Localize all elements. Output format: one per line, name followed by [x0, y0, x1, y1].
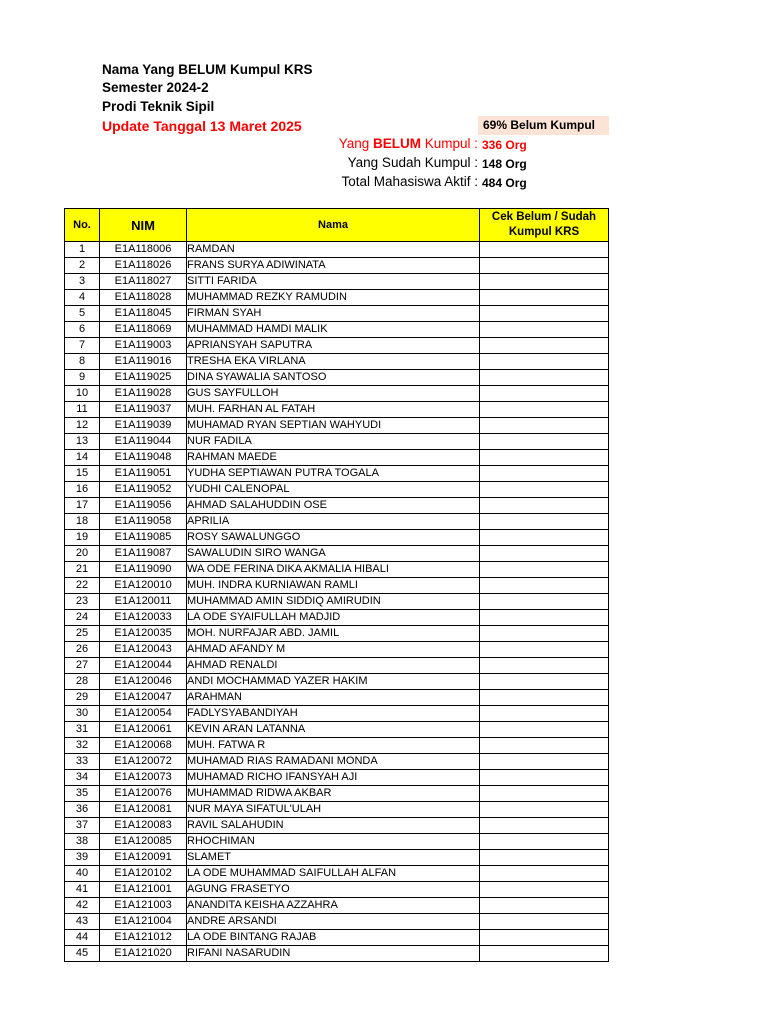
row-nama-cell: ANANDITA KEISHA AZZAHRA [187, 898, 480, 914]
table-row [65, 882, 609, 898]
row-nim-cell: E1A121012 [100, 930, 187, 946]
col-no-header: No. [65, 209, 100, 242]
row-nim-cell: E1A121003 [100, 898, 187, 914]
row-nim-cell: E1A119051 [100, 466, 187, 482]
krs-table [64, 208, 609, 962]
row-cek-cell[interactable] [480, 258, 609, 274]
row-nama-cell: MUHAMMAD RIDWA AKBAR [187, 786, 480, 802]
row-cek-cell[interactable] [480, 242, 609, 258]
row-nama-cell: MUHAMAD RIAS RAMADANI MONDA [187, 754, 480, 770]
row-nim-cell: E1A120010 [100, 578, 187, 594]
row-nim-cell: E1A120035 [100, 626, 187, 642]
col-nim-header: NIM [100, 209, 187, 242]
row-no-cell: 14 [65, 450, 100, 466]
summary-sudah-value: 148 Org [482, 157, 527, 171]
row-cek-cell[interactable] [480, 530, 609, 546]
table-row [65, 450, 609, 466]
row-nim-cell: E1A120081 [100, 802, 187, 818]
percent-belum-note: 69% Belum Kumpul [478, 116, 609, 135]
row-no-cell: 41 [65, 882, 100, 898]
row-cek-cell[interactable] [480, 706, 609, 722]
row-no-cell: 7 [65, 338, 100, 354]
row-nim-cell: E1A119048 [100, 450, 187, 466]
row-cek-cell[interactable] [480, 658, 609, 674]
row-nim-cell: E1A121001 [100, 882, 187, 898]
table-row [65, 354, 609, 370]
row-nama-cell: NUR FADILA [187, 434, 480, 450]
row-nama-cell: FADLYSYABANDIYAH [187, 706, 480, 722]
row-cek-cell[interactable] [480, 626, 609, 642]
row-nim-cell: E1A119085 [100, 530, 187, 546]
row-cek-cell[interactable] [480, 770, 609, 786]
table-row [65, 482, 609, 498]
row-nama-cell: RAVIL SALAHUDIN [187, 818, 480, 834]
row-nim-cell: E1A119025 [100, 370, 187, 386]
row-nim-cell: E1A119037 [100, 402, 187, 418]
row-nim-cell: E1A120073 [100, 770, 187, 786]
row-nama-cell: FIRMAN SYAH [187, 306, 480, 322]
row-no-cell: 35 [65, 786, 100, 802]
table-row [65, 594, 609, 610]
table-row [65, 626, 609, 642]
row-nama-cell: LA ODE MUHAMMAD SAIFULLAH ALFAN [187, 866, 480, 882]
row-cek-cell[interactable] [480, 834, 609, 850]
row-cek-cell[interactable] [480, 306, 609, 322]
row-cek-cell[interactable] [480, 466, 609, 482]
row-nim-cell: E1A120091 [100, 850, 187, 866]
row-nama-cell: YUDHI CALENOPAL [187, 482, 480, 498]
col-nama-header: Nama [187, 209, 480, 242]
row-no-cell: 3 [65, 274, 100, 290]
table-row [65, 562, 609, 578]
row-nim-cell: E1A120011 [100, 594, 187, 610]
table-row [65, 898, 609, 914]
row-nim-cell: E1A120061 [100, 722, 187, 738]
row-nim-cell: E1A119044 [100, 434, 187, 450]
row-nama-cell: RAHMAN MAEDE [187, 450, 480, 466]
row-no-cell: 44 [65, 930, 100, 946]
table-row [65, 434, 609, 450]
row-cek-cell[interactable] [480, 610, 609, 626]
row-no-cell: 11 [65, 402, 100, 418]
row-no-cell: 36 [65, 802, 100, 818]
row-no-cell: 20 [65, 546, 100, 562]
row-nama-cell: ROSY SAWALUNGGO [187, 530, 480, 546]
row-nim-cell: E1A119028 [100, 386, 187, 402]
row-cek-cell[interactable] [480, 882, 609, 898]
row-nim-cell: E1A118045 [100, 306, 187, 322]
table-row [65, 754, 609, 770]
table-row [65, 834, 609, 850]
row-cek-cell[interactable] [480, 722, 609, 738]
belum-suffix: Kumpul : [420, 136, 478, 151]
summary-belum-label [339, 135, 478, 153]
table-row [65, 338, 609, 354]
row-nama-cell: SITTI FARIDA [187, 274, 480, 290]
table-row [65, 866, 609, 882]
row-nama-cell: MUH. INDRA KURNIAWAN RAMLI [187, 578, 480, 594]
row-nim-cell: E1A120072 [100, 754, 187, 770]
row-no-cell: 17 [65, 498, 100, 514]
row-no-cell: 6 [65, 322, 100, 338]
row-nim-cell: E1A118026 [100, 258, 187, 274]
row-nama-cell: MUHAMMAD HAMDI MALIK [187, 322, 480, 338]
table-body [65, 242, 609, 962]
row-nama-cell: TRESHA EKA VIRLANA [187, 354, 480, 370]
table-row [65, 642, 609, 658]
row-cek-cell[interactable] [480, 578, 609, 594]
row-nama-cell: MOH. NURFAJAR ABD. JAMIL [187, 626, 480, 642]
col-cek-header: Cek Belum / Sudah Kumpul KRS [480, 209, 609, 242]
row-no-cell: 18 [65, 514, 100, 530]
row-nama-cell: ARAHMAN [187, 690, 480, 706]
row-nama-cell: MUH. FARHAN AL FATAH [187, 402, 480, 418]
row-nama-cell: LA ODE SYAIFULLAH MADJID [187, 610, 480, 626]
table-row [65, 706, 609, 722]
row-no-cell: 32 [65, 738, 100, 754]
row-nim-cell: E1A120076 [100, 786, 187, 802]
row-no-cell: 37 [65, 818, 100, 834]
row-cek-cell[interactable] [480, 898, 609, 914]
table-row [65, 930, 609, 946]
row-cek-cell[interactable] [480, 594, 609, 610]
row-nim-cell: E1A120068 [100, 738, 187, 754]
table-row [65, 690, 609, 706]
table-header-row [65, 209, 609, 242]
summary-sudah-label: Yang Sudah Kumpul : [347, 155, 478, 170]
row-no-cell: 8 [65, 354, 100, 370]
row-nama-cell: AHMAD SALAHUDDIN OSE [187, 498, 480, 514]
row-no-cell: 24 [65, 610, 100, 626]
row-cek-cell[interactable] [480, 354, 609, 370]
row-no-cell: 39 [65, 850, 100, 866]
row-nim-cell: E1A120083 [100, 818, 187, 834]
table-row [65, 402, 609, 418]
belum-prefix: Yang [338, 136, 373, 151]
table-row [65, 242, 609, 258]
row-no-cell: 22 [65, 578, 100, 594]
row-no-cell: 38 [65, 834, 100, 850]
row-nim-cell: E1A120102 [100, 866, 187, 882]
row-nama-cell: YUDHA SEPTIAWAN PUTRA TOGALA [187, 466, 480, 482]
row-no-cell: 25 [65, 626, 100, 642]
row-nim-cell: E1A118069 [100, 322, 187, 338]
row-cek-cell[interactable] [480, 402, 609, 418]
row-nama-cell: AGUNG FRASETYO [187, 882, 480, 898]
row-nama-cell: RHOCHIMAN [187, 834, 480, 850]
title-semester: Semester 2024-2 [102, 80, 209, 95]
row-cek-cell[interactable] [480, 914, 609, 930]
row-no-cell: 29 [65, 690, 100, 706]
summary-belum-value: 336 Org [482, 138, 527, 152]
row-nim-cell: E1A118027 [100, 274, 187, 290]
row-no-cell: 21 [65, 562, 100, 578]
row-no-cell: 43 [65, 914, 100, 930]
row-no-cell: 2 [65, 258, 100, 274]
row-nim-cell: E1A118006 [100, 242, 187, 258]
row-nama-cell: DINA SYAWALIA SANTOSO [187, 370, 480, 386]
row-nim-cell: E1A119056 [100, 498, 187, 514]
row-nama-cell: MUHAMMAD REZKY RAMUDIN [187, 290, 480, 306]
row-no-cell: 31 [65, 722, 100, 738]
row-no-cell: 28 [65, 674, 100, 690]
row-nim-cell: E1A120046 [100, 674, 187, 690]
row-no-cell: 1 [65, 242, 100, 258]
row-cek-cell[interactable] [480, 418, 609, 434]
row-cek-cell[interactable] [480, 690, 609, 706]
row-no-cell: 45 [65, 946, 100, 962]
row-nim-cell: E1A120033 [100, 610, 187, 626]
table-row [65, 546, 609, 562]
table-row [65, 274, 609, 290]
row-nim-cell: E1A120043 [100, 642, 187, 658]
row-cek-cell[interactable] [480, 786, 609, 802]
row-no-cell: 23 [65, 594, 100, 610]
row-nama-cell: GUS SAYFULLOH [187, 386, 480, 402]
row-nama-cell: MUHAMMAD AMIN SIDDIQ AMIRUDIN [187, 594, 480, 610]
row-nama-cell: APRILIA [187, 514, 480, 530]
row-no-cell: 9 [65, 370, 100, 386]
row-cek-cell[interactable] [480, 450, 609, 466]
row-nim-cell: E1A121020 [100, 946, 187, 962]
row-nim-cell: E1A119016 [100, 354, 187, 370]
row-cek-cell[interactable] [480, 386, 609, 402]
row-nama-cell: RAMDAN [187, 242, 480, 258]
row-cek-cell[interactable] [480, 642, 609, 658]
row-nim-cell: E1A119090 [100, 562, 187, 578]
row-cek-cell[interactable] [480, 850, 609, 866]
row-nim-cell: E1A120047 [100, 690, 187, 706]
row-nim-cell: E1A120085 [100, 834, 187, 850]
table-row [65, 610, 609, 626]
row-no-cell: 34 [65, 770, 100, 786]
row-nama-cell: RIFANI NASARUDIN [187, 946, 480, 962]
row-no-cell: 16 [65, 482, 100, 498]
row-no-cell: 30 [65, 706, 100, 722]
row-no-cell: 26 [65, 642, 100, 658]
row-cek-cell[interactable] [480, 434, 609, 450]
table-row [65, 258, 609, 274]
row-nama-cell: AHMAD RENALDI [187, 658, 480, 674]
row-nama-cell: MUHAMAD RYAN SEPTIAN WAHYUDI [187, 418, 480, 434]
row-nama-cell: SAWALUDIN SIRO WANGA [187, 546, 480, 562]
row-cek-cell[interactable] [480, 930, 609, 946]
row-cek-cell[interactable] [480, 738, 609, 754]
row-nim-cell: E1A119052 [100, 482, 187, 498]
table-row [65, 530, 609, 546]
row-cek-cell[interactable] [480, 498, 609, 514]
row-no-cell: 5 [65, 306, 100, 322]
row-cek-cell[interactable] [480, 338, 609, 354]
summary-total-label: Total Mahasiswa Aktif : [341, 174, 478, 189]
row-no-cell: 19 [65, 530, 100, 546]
row-nama-cell: SLAMET [187, 850, 480, 866]
table-row [65, 722, 609, 738]
table-row [65, 578, 609, 594]
row-no-cell: 13 [65, 434, 100, 450]
summary-total-value: 484 Org [482, 176, 527, 190]
row-nama-cell: MUH. FATWA R [187, 738, 480, 754]
table-row [65, 290, 609, 306]
row-nim-cell: E1A119039 [100, 418, 187, 434]
row-nama-cell: ANDRE ARSANDI [187, 914, 480, 930]
row-cek-cell[interactable] [480, 546, 609, 562]
row-cek-cell[interactable] [480, 274, 609, 290]
table-row [65, 786, 609, 802]
row-nim-cell: E1A119058 [100, 514, 187, 530]
row-nama-cell: WA ODE FERINA DIKA AKMALIA HIBALI [187, 562, 480, 578]
row-cek-cell[interactable] [480, 866, 609, 882]
row-nama-cell: LA ODE BINTANG RAJAB [187, 930, 480, 946]
table-row [65, 674, 609, 690]
table-row [65, 658, 609, 674]
row-nim-cell: E1A121004 [100, 914, 187, 930]
row-nama-cell: FRANS SURYA ADIWINATA [187, 258, 480, 274]
row-no-cell: 4 [65, 290, 100, 306]
row-cek-cell[interactable] [480, 802, 609, 818]
table-row [65, 946, 609, 962]
row-cek-cell[interactable] [480, 946, 609, 962]
row-nama-cell: AHMAD AFANDY M [187, 642, 480, 658]
row-cek-cell[interactable] [480, 290, 609, 306]
row-nama-cell: ANDI MOCHAMMAD YAZER HAKIM [187, 674, 480, 690]
row-cek-cell[interactable] [480, 482, 609, 498]
row-no-cell: 33 [65, 754, 100, 770]
table-row [65, 914, 609, 930]
row-cek-cell[interactable] [480, 754, 609, 770]
row-no-cell: 42 [65, 898, 100, 914]
row-cek-cell[interactable] [480, 674, 609, 690]
row-cek-cell[interactable] [480, 818, 609, 834]
row-cek-cell[interactable] [480, 514, 609, 530]
title-prodi: Prodi Teknik Sipil [102, 99, 215, 114]
table-row [65, 370, 609, 386]
update-date: Update Tanggal 13 Maret 2025 [102, 118, 302, 134]
row-nama-cell: APRIANSYAH SAPUTRA [187, 338, 480, 354]
row-no-cell: 15 [65, 466, 100, 482]
table-row [65, 850, 609, 866]
row-no-cell: 27 [65, 658, 100, 674]
row-nim-cell: E1A120054 [100, 706, 187, 722]
table-row [65, 514, 609, 530]
row-no-cell: 10 [65, 386, 100, 402]
table-row [65, 418, 609, 434]
row-nama-cell: MUHAMAD RICHO IFANSYAH AJI [187, 770, 480, 786]
table-row [65, 818, 609, 834]
table-row [65, 466, 609, 482]
row-no-cell: 12 [65, 418, 100, 434]
belum-word: BELUM [372, 136, 421, 151]
table-row [65, 386, 609, 402]
row-nama-cell: KEVIN ARAN LATANNA [187, 722, 480, 738]
row-cek-cell[interactable] [480, 370, 609, 386]
table-row [65, 802, 609, 818]
row-nim-cell: E1A118028 [100, 290, 187, 306]
table-row [65, 770, 609, 786]
row-cek-cell[interactable] [480, 562, 609, 578]
table-row [65, 322, 609, 338]
table-row [65, 306, 609, 322]
row-cek-cell[interactable] [480, 322, 609, 338]
table-row [65, 738, 609, 754]
title-line-1: Nama Yang BELUM Kumpul KRS [102, 62, 313, 77]
row-nim-cell: E1A119003 [100, 338, 187, 354]
row-nama-cell: NUR MAYA SIFATUL'ULAH [187, 802, 480, 818]
row-nim-cell: E1A119087 [100, 546, 187, 562]
row-nim-cell: E1A120044 [100, 658, 187, 674]
table-row [65, 498, 609, 514]
row-no-cell: 40 [65, 866, 100, 882]
